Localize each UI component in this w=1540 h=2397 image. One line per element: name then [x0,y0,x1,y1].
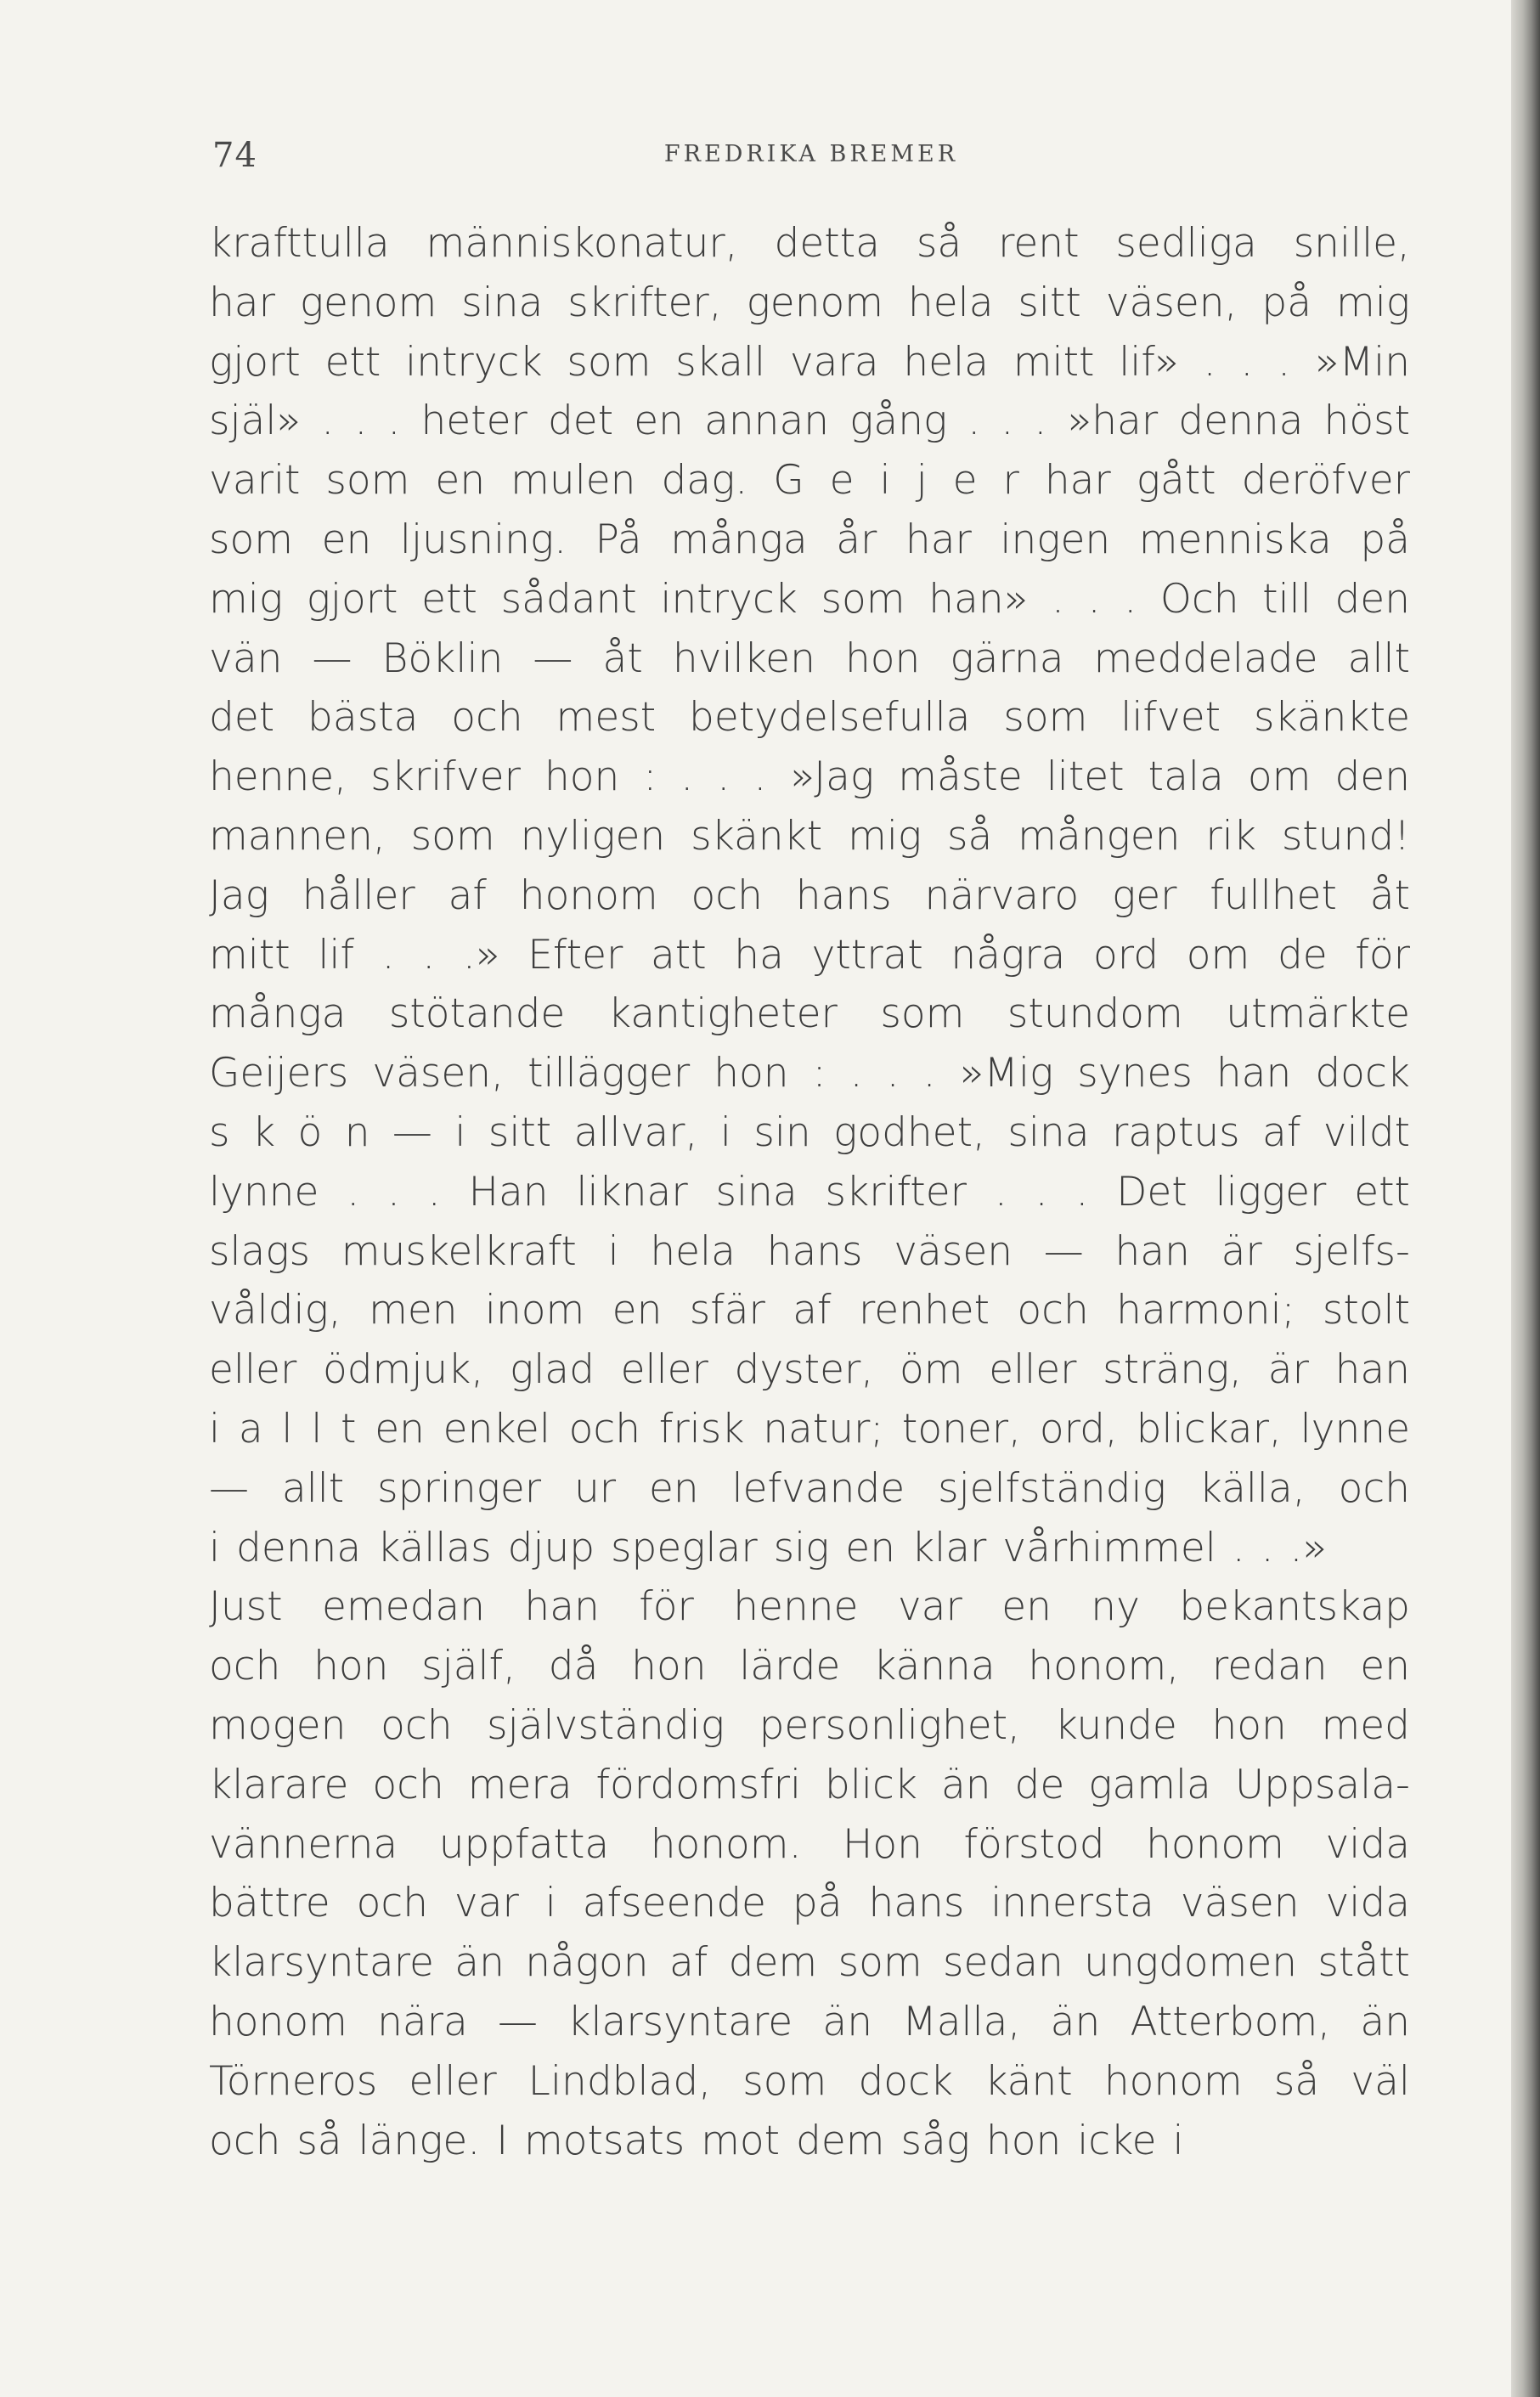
text-line: mannen, som nyligen skänkt mig så mången rik stund! [209,812,1410,860]
text-line: krafttulla människonatur, detta så rent sedliga snille, [209,220,1410,267]
page-number: 74 [212,136,257,175]
text-line: bättre och var i afseende på hans innersta väsen vida [209,1880,1410,1927]
text-line: vännerna uppfatta honom. Hon förstod honom vida [209,1820,1410,1868]
text-line: eller ödmjuk, glad eller dyster, öm eller sträng, är han [209,1346,1410,1394]
text-line: klarare och mera fördomsfri blick än de gamla Uppsala- [209,1761,1410,1808]
text-line: våldig, men inom en sfär af renhet och harmoni; stolt [209,1287,1410,1334]
text-line: Jag håller af honom och hans närvaro ger fullhet åt [209,871,1410,919]
text-line: henne, skrifver hon : . . . »Jag måste litet tala om den [209,753,1410,801]
text-line: s k ö n — i sitt allvar, i sin godhet, sina raptus af vildt [209,1108,1410,1156]
text-line: honom nära — klarsyntare än Malla, än Atterbom, än [209,1998,1410,2045]
text-line: det bästa och mest betydelsefulla som lifvet skänkte [209,694,1410,742]
text-line: Just emedan han för henne var en ny bekantskap [209,1583,1410,1631]
page-header [212,136,1410,178]
text-line: gjort ett intryck som skall vara hela mitt lif» . . . »Min [209,338,1410,386]
text-line: slags muskelkraft i hela hans väsen — han är sjelfs- [209,1227,1410,1275]
text-line: själ» . . . heter det en annan gång . . . »har denna höst [209,398,1410,445]
body-text [209,214,1410,2170]
text-line: i a l l t en enkel och frisk natur; toner, ord, blickar, lynne [209,1405,1410,1452]
page-edge-shadow [1511,0,1540,2397]
text-line: och hon själf, då hon lärde känna honom, redan en [209,1643,1410,1690]
text-line: klarsyntare än någon af dem som sedan ungdomen stått [209,1939,1410,1987]
text-line: många stötande kantigheter som stundom utmärkte [209,990,1410,1038]
text-line: har genom sina skrifter, genom hela sitt väsen, på mig [209,279,1410,326]
text-line: lynne . . . Han liknar sina skrifter . . . Det ligger ett [209,1168,1410,1215]
text-line: Törneros eller Lindblad, som dock känt honom så väl [209,2057,1410,2105]
text-line: Geijers väsen, tillägger hon : . . . »Mig synes han dock [209,1050,1410,1097]
text-line: varit som en mulen dag. G e i j e r har gått deröfver [209,457,1410,505]
text-line: — allt springer ur en lefvande sjelfständig källa, och [209,1464,1410,1512]
text-line: i denna källas djup speglar sig en klar vårhimmel . . .» [209,1524,1328,1571]
running-head: FREDRIKA BREMER [663,141,959,167]
text-line: mogen och självständig personlighet, kunde hon med [209,1701,1410,1749]
text-line: mig gjort ett sådant intryck som han» . . . Och till den [209,575,1410,623]
text-line: som en ljusning. På många år har ingen menniska på [209,516,1410,563]
text-line: och så länge. I motsats mot dem såg hon icke i [209,2117,1184,2164]
text-line: mitt lif . . .» Efter att ha yttrat några ord om de för [209,931,1410,979]
text-line: vän — Böklin — åt hvilken hon gärna meddelade allt [209,634,1410,682]
